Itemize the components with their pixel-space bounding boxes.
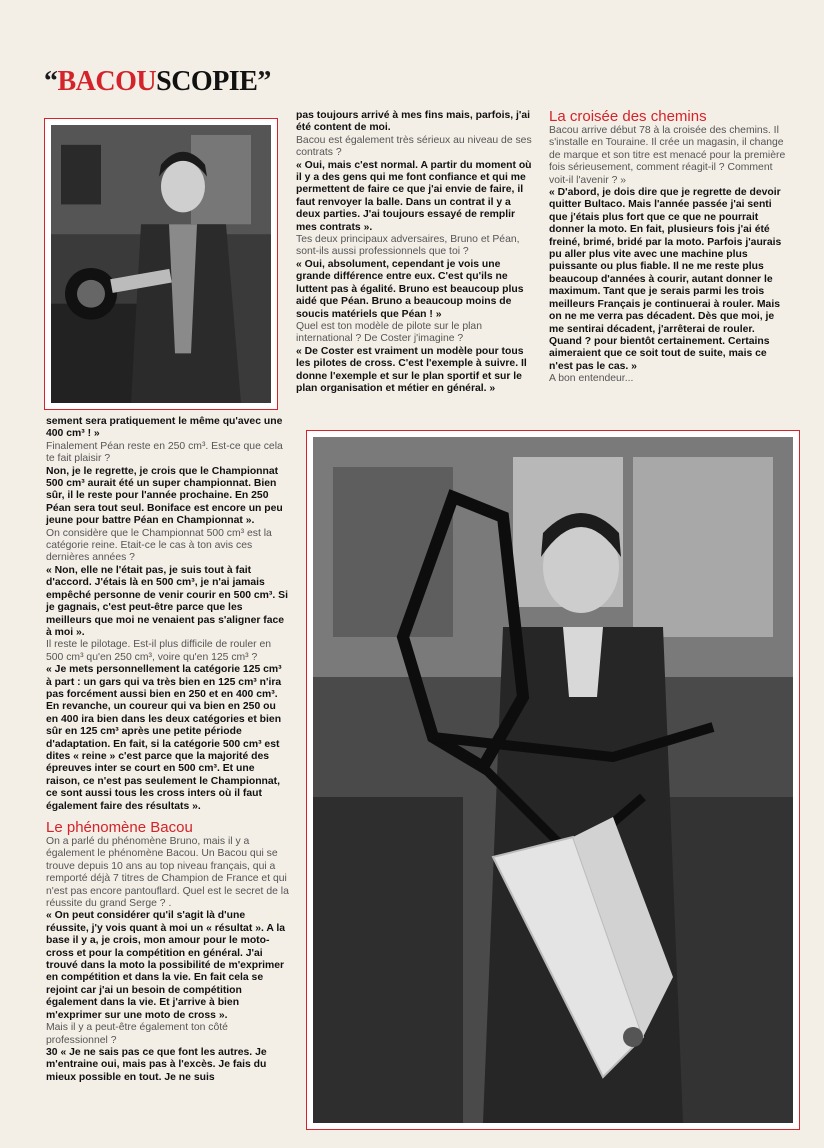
answer: « Oui, mais c'est normal. A partir du moment où il y a des gens qui me font confiance et qui me permettent de faire ce que j'ai envie de faire, il faut renvoyer la balle. Dans un contrat il y a deux parties. J'ai toujours essayé de remplir mes contrats ». — [296, 159, 532, 233]
section-heading: La croisée des chemins — [549, 108, 707, 125]
column-middle — [296, 110, 534, 395]
question: Tes deux principaux adversaires, Bruno et Péan, sont-ils aussi professionnels que toi ? — [296, 234, 520, 258]
question: Mais il y a peut-être également ton côté professionnel ? — [46, 1022, 228, 1046]
photo-workshop — [306, 430, 800, 1130]
question: Quel est ton modèle de pilote sur le plan international ? De Coster j'imagine ? — [296, 320, 482, 345]
photo-portrait-image — [51, 125, 271, 403]
answer: sement sera pratiquement le même qu'avec une 400 cm³ ! » — [46, 416, 283, 440]
question: On a parlé du phénomène Bruno, mais il y a également le phénomène Bacou. Un Bacou qui se trouve depuis 10 ans au top niveau français, qui a remporté déjà 7 titres de Champion de France et qui n'est pas encore pantouflard. Quel est le secret de la réussite du grand Serge ? . — [46, 836, 289, 910]
closing-line: A bon entendeur... — [549, 373, 634, 385]
answer: « Oui, absolument, cependant je vois une grande différence entre eux. C'est qu'ils ne luttent pas à égalité. Bruno est beaucoup plus aidé que Péan. Bruno a beaucoup moins de soucis matériels que Péan ! » — [296, 258, 524, 320]
question: Finalement Péan reste en 250 cm³. Est-ce que cela te fait plaisir ? — [46, 440, 283, 465]
section-heading: Le phénomène Bacou — [46, 819, 193, 836]
answer: « Non, elle ne l'était pas, je suis tout à fait d'accord. J'étais là en 500 cm³, je n'ai jamais empêché personne de venir courir en 500 cm³. Si je gagnais, c'est peut-être parce que les meilleurs que moi ne venaient pas s'aligner face à moi ». — [46, 564, 288, 638]
column-right — [549, 108, 789, 386]
photo-workshop-image — [313, 437, 793, 1123]
question: Bacou est également très sérieux au niveau de ses contrats ? — [296, 134, 532, 159]
answer: Non, je le regrette, je crois que le Championnat 500 cm³ aurait été un super championnat. Bien sûr, il le reste pour l'année prochaine. En 250 Péan sera tout seul. Boniface est encore un peu jeune pour battre Péan en Championnat ». — [46, 465, 283, 527]
column-left — [46, 416, 290, 1084]
photo-portrait — [44, 118, 278, 410]
paragraph: pas toujours arrivé à mes fins mais, parfois, j'ai été content de moi. — [296, 110, 531, 134]
question: Bacou arrive début 78 à la croisée des chemins. Il s'installe en Touraine. Il crée un magasin, il change de marque et son titre est menacé pour la première fois sérieusement, comment réagit-il ? Comment voit-il l'avenir ? » — [549, 125, 786, 186]
page-number: 30 — [46, 1046, 58, 1058]
question: On considère que le Championnat 500 cm³ est la catégorie reine. Etait-ce le cas à ton avis ces dernières années ? — [46, 527, 272, 564]
answer: 30 « Je ne sais pas ce que font les autres. Je m'entraine oui, mais pas à l'excès. Je fais du mieux possible en tout. Je ne suis — [46, 1046, 267, 1083]
answer: « Je mets personnellement la catégorie 125 cm³ à part : un gars qui va très bien en 125 cm³ n'ira pas forcément aussi bien en 250 et en 400 cm³. En revanche, un coureur qui va bien en 250 ou en 400 ira bien dans les deux catégories et bien sûr en 125 cm³ après une petite période d'adaptation. En fait, si la catégorie 500 cm³ est dites « reine » c'est parce que la majorité des épreuves inter se court en 500 cm³. Et une raison, ce n'est pas seulement le Championnat, ce sont aussi tous les cross inters où il faut également faire des résultats ». — [46, 664, 282, 812]
answer: « On peut considérer qu'il s'agit là d'une réussite, j'y vois quant à moi un « résultat ». A la base il y a, je crois, mon amour pour le moto-cross et pour la compétition en général. J'ai trouvé dans la moto la possibilité de m'exprimer en compétition et dans la vie. En fait cela se rejoint car j'ai un besoin de compétition également dans la vie. Et j'arrive à bien m'exprimer sur une moto de cross ». — [46, 910, 286, 1021]
question: Il reste le pilotage. Est-il plus difficile de rouler en 500 cm³ qu'en 250 cm³, voire qu'en 125 cm³ ? — [46, 639, 272, 663]
answer: « De Coster est vraiment un modèle pour tous les pilotes de cross. C'est l'exemple à suivre. Il donne l'exemple et sur le plan sportif et sur le plan organisation et métier en général. » — [296, 345, 527, 394]
page-title: “BACOUSCOPIE” — [44, 66, 271, 97]
answer: « D'abord, je dois dire que je regrette de devoir quitter Bultaco. Mais l'année passée j'ai senti que j'étais plus fort que ce que ne pourrait donner la moto. En fait, plusieurs fois j'ai été freiné, brimé, bridé par la moto. Parfois j'aurais pu aller plus vite avec une machine plus puissante ou plus fiable. Il ne me reste plus beaucoup d'années à courir, autant donner le maximum. Tant que je serais parmi les trois meilleurs Français je continuerai à rouler. Mais on ne me verra pas décadent. Dès que moi, je me sentirai décadent, j'arrêterai de rouler. Quand ? pour bientôt certainement. Certains aimeraient que ce soit tout de suite, mais ce n'est pas le cas. » — [549, 187, 782, 372]
